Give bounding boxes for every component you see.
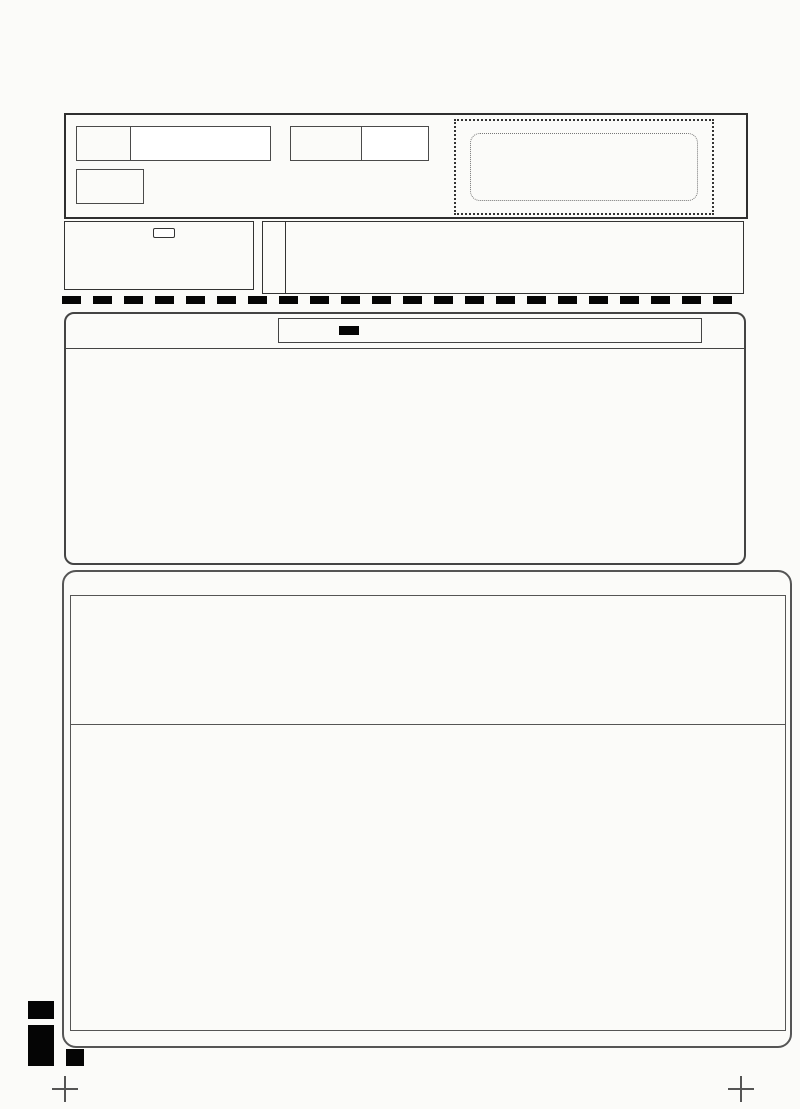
- absent-mark-row: [70, 225, 248, 239]
- crop-cross-icon: [52, 1076, 78, 1102]
- part1-section: [64, 312, 746, 565]
- part1-header: [66, 314, 744, 349]
- correct-fill-icon: [339, 326, 359, 335]
- name-input[interactable]: [131, 127, 270, 160]
- notice-items: [286, 222, 743, 293]
- part2-answer-area[interactable]: [70, 595, 786, 1031]
- exam-no-label: [76, 169, 144, 204]
- section-divider: [71, 724, 785, 725]
- notice-box: [262, 221, 744, 294]
- left-edge-mark: [28, 1025, 54, 1066]
- seat-label: [291, 127, 362, 160]
- absent-mark-bubble[interactable]: [153, 228, 175, 238]
- left-edge-mark: [28, 1001, 54, 1019]
- notice-vertical-label: [263, 222, 286, 293]
- seat-field: [290, 126, 429, 161]
- barcode-inner-frame: [470, 133, 698, 201]
- part2-section: [62, 570, 792, 1048]
- seat-input[interactable]: [362, 127, 428, 160]
- barcode-area: [454, 119, 714, 215]
- examinee-forbidden-box: [64, 221, 254, 290]
- fill-sample-box: [278, 318, 702, 343]
- candidate-info-box: [64, 113, 748, 219]
- name-field: [76, 126, 271, 161]
- left-edge-mark: [66, 1049, 84, 1066]
- name-label: [77, 127, 131, 160]
- crop-cross-icon: [728, 1076, 754, 1102]
- dashed-separator: [62, 296, 744, 304]
